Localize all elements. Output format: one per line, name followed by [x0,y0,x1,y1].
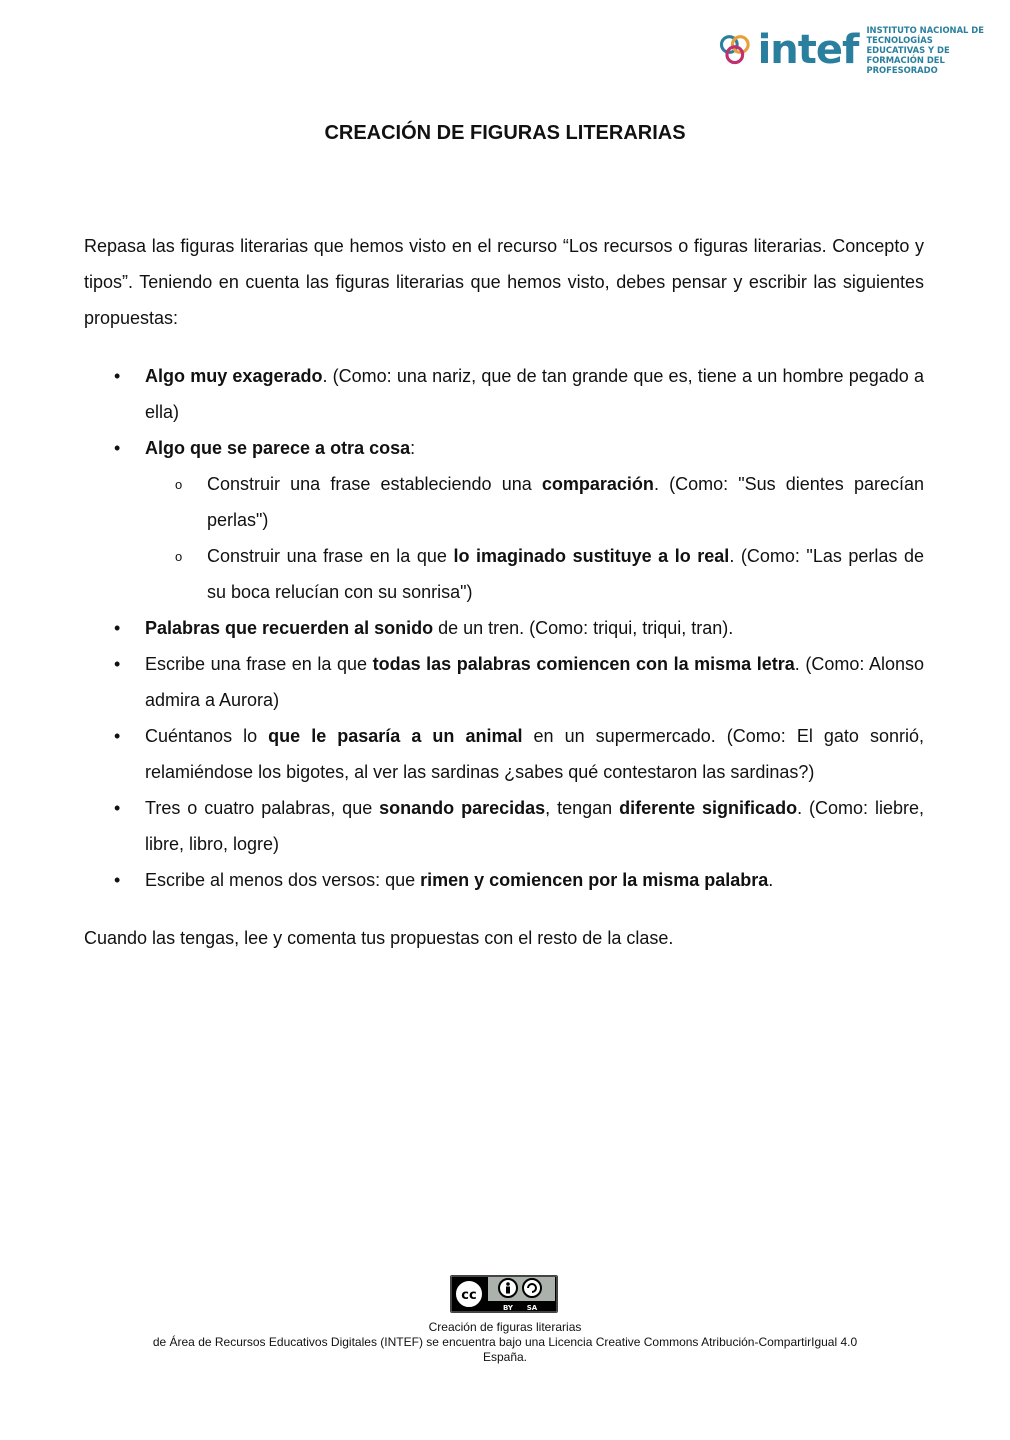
sub-list-item [145,538,924,610]
logo-line: FORMACIÓN DEL PROFESORADO [866,55,945,75]
item-keyword: Palabras que recuerden al sonido [145,618,434,638]
item-keyword: sonando parecidas [379,798,546,818]
creative-commons-badge [450,1275,558,1313]
intro-paragraph: Repasa las figuras literarias que hemos visto en el recurso “Los recursos o figuras literarias. Concepto y tipos”. Teniendo en cuenta las figuras literarias que hemos visto, debes pensar y escribir las siguientes propuestas: [84,236,924,328]
document-title: CREACIÓN DE FIGURAS LITERARIAS [324,122,686,144]
cc-sa-label: SA [526,1304,538,1312]
item-keyword: Algo muy exagerado [145,366,323,386]
sub-list-item [145,466,924,538]
closing-paragraph: Cuando las tengas, lee y comenta tus propuestas con el resto de la clase. [84,928,674,948]
list-item [84,718,924,790]
item-text: en un supermercado. (Como: El gato sonrió, relamiéndose los bigotes, al ver las sardinas ¿sabes qué contestaron las sardinas?) [145,726,925,782]
item-keyword: rimen y comiencen por la misma palabra [420,870,769,890]
item-text: Construir una frase en la que [207,546,454,566]
item-text: . [768,870,774,890]
item-text: Escribe al menos dos versos: que [145,870,421,890]
item-text: de un tren. (Como: triqui, triqui, tran). [433,618,734,638]
item-keyword: todas las palabras comiencen con la misma letra [372,654,795,674]
logo-institution-name [866,25,986,75]
item-keyword: comparación [541,474,654,494]
item-text: . (Como: Alonso admira a Aurora) [145,654,925,710]
item-text: Escribe una frase en la que [145,654,373,674]
logo-line: INSTITUTO NACIONAL DE [866,25,984,35]
item-text: , tengan [545,798,620,818]
item-keyword: que le pasaría a un animal [268,726,523,746]
intef-logo [716,24,986,76]
share-alike-icon [523,1279,541,1297]
sub-list [145,466,924,610]
cc-label: cc [461,1288,477,1303]
list-item [84,430,924,610]
item-keyword: diferente significado [619,798,798,818]
item-text: Tres o cuatro palabras, que [145,798,380,818]
proposals-list [84,358,924,898]
list-item [84,610,924,646]
footer-title: Creación de figuras literarias [428,1320,582,1334]
item-keyword: Algo que se parece a otra cosa [145,438,411,458]
logo-wordmark: intef [757,27,859,73]
item-text: : [410,438,416,458]
footer-license: de Área de Recursos Educativos Digitales (INTEF) se encuentra bajo una Licencia Creative Commons Atribución-CompartirIgual 4.0 [152,1335,858,1349]
license-footer [0,1320,1010,1365]
item-text: Cuéntanos lo [145,726,269,746]
item-text: . (Como: una nariz, que de tan grande que es, tiene a un hombre pegado a ella) [145,366,924,422]
document-body [84,228,924,956]
cc-by-label: BY [502,1304,514,1312]
logo-line: TECNOLOGÍAS EDUCATIVAS Y DE [866,35,950,55]
list-item [84,358,924,430]
intef-knot-icon [716,26,754,74]
list-item [84,646,924,718]
list-item [84,790,924,862]
footer-country: España. [482,1350,528,1364]
item-text: . (Como: "Las perlas de su boca relucían con su sonrisa") [207,546,924,602]
list-item [84,862,924,898]
item-text: . (Como: liebre, libre, libro, logre) [145,798,924,854]
item-keyword: lo imaginado sustituye a lo real [453,546,730,566]
item-text: Construir una frase estableciendo una [207,474,542,494]
item-text: . (Como: "Sus dientes parecían perlas") [207,474,924,530]
